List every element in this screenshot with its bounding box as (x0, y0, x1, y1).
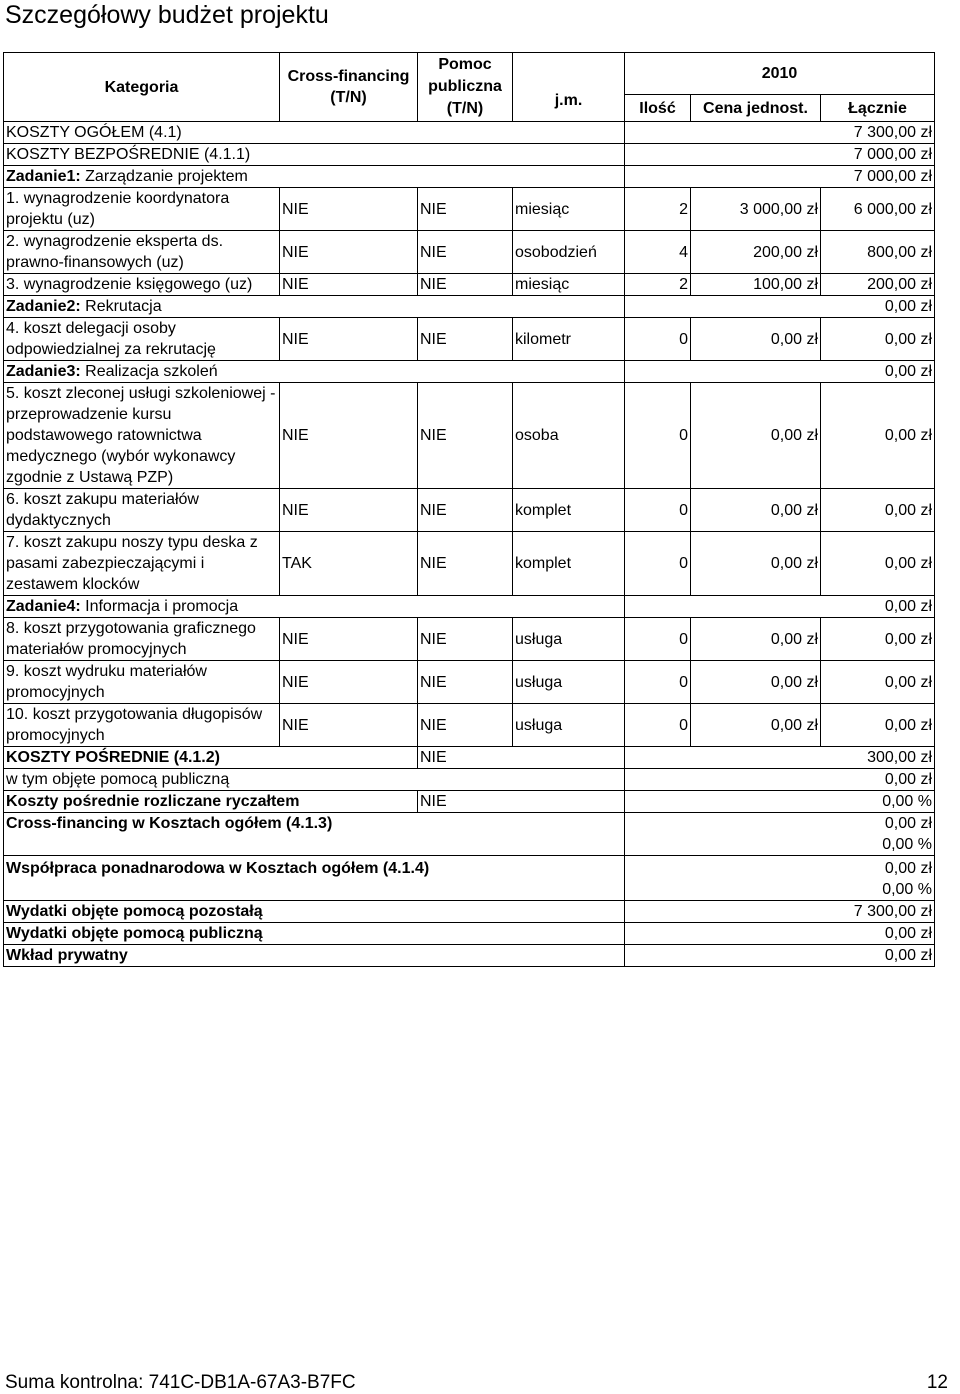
item-cross-financing: NIE (280, 274, 418, 296)
row-label: Koszty pośrednie rozliczane ryczałtem (4, 791, 418, 813)
header-cross-financing: Cross-financing (T/N) (280, 53, 418, 122)
page-title: Szczegółowy budżet projektu (5, 1, 329, 29)
header-kategoria: Kategoria (4, 53, 280, 122)
item-pomoc-publiczna: NIE (418, 231, 513, 274)
header-ilosc: Ilość (625, 95, 691, 122)
item-cross-financing: NIE (280, 188, 418, 231)
row-item10 (4, 704, 935, 747)
row-label: Wydatki objęte pomocą pozostałą (4, 901, 625, 923)
item-pomoc-publiczna: NIE (418, 318, 513, 361)
page-number: 12 (926, 1372, 948, 1393)
row-total: 0,00 zł (625, 596, 935, 618)
item-qty: 0 (625, 532, 691, 596)
item-total: 6 000,00 zł (821, 188, 935, 231)
row-item1 (4, 188, 935, 231)
item-price: 100,00 zł (691, 274, 821, 296)
item-label: 1. wynagrodzenie koordynatora projektu (uz) (4, 188, 280, 231)
row-koszty-ogolem (4, 122, 935, 144)
row-total: 0,00 zł (625, 769, 935, 791)
task-label (4, 296, 625, 318)
item-total: 200,00 zł (821, 274, 935, 296)
task-name: Informacja i promocja (85, 598, 239, 615)
header-row-1 (4, 53, 935, 95)
row-pomoc-publiczna (4, 923, 935, 945)
item-total: 0,00 zł (821, 618, 935, 661)
row-item3 (4, 274, 935, 296)
task-label (4, 361, 625, 383)
row-percent: 0,00 % (882, 881, 932, 898)
row-label: w tym objęte pomocą publiczną (4, 769, 625, 791)
item-label: 10. koszt przygotowania długopisów promocyjnych (4, 704, 280, 747)
item-cross-financing: TAK (280, 532, 418, 596)
task-name: Rekrutacja (85, 298, 162, 315)
item-price: 0,00 zł (691, 618, 821, 661)
row-total: 0,00 zł (625, 296, 935, 318)
header-cena: Cena jednost. (691, 95, 821, 122)
item-label: 5. koszt zleconej usługi szkoleniowej - przeprowadzenie kursu podstawowego ratownictwa medycznego (wybór wykonawcy zgodnie z Ustawą PZP) (4, 383, 280, 489)
item-cross-financing: NIE (280, 618, 418, 661)
item-pomoc-publiczna: NIE (418, 489, 513, 532)
item-label: 7. koszt zakupu noszy typu deska z pasami zabezpieczającymi i zestawem klocków (4, 532, 280, 596)
row-zadanie3 (4, 361, 935, 383)
row-total-group (625, 813, 935, 856)
item-label: 6. koszt zakupu materiałów dydaktycznych (4, 489, 280, 532)
item-qty: 0 (625, 704, 691, 747)
row-pomoc-publiczna: NIE (418, 747, 625, 769)
item-jm: komplet (513, 532, 625, 596)
item-total: 0,00 zł (821, 704, 935, 747)
row-item8 (4, 618, 935, 661)
item-price: 0,00 zł (691, 532, 821, 596)
row-item7 (4, 532, 935, 596)
row-total: 7 300,00 zł (625, 901, 935, 923)
item-price: 3 000,00 zł (691, 188, 821, 231)
item-pomoc-publiczna: NIE (418, 383, 513, 489)
item-qty: 0 (625, 383, 691, 489)
row-total: 300,00 zł (625, 747, 935, 769)
task-name: Realizacja szkoleń (85, 363, 218, 380)
item-jm: usługa (513, 704, 625, 747)
item-jm: komplet (513, 489, 625, 532)
header-pomoc-publiczna: Pomoc publiczna (T/N) (418, 53, 513, 122)
item-label: 4. koszt delegacji osoby odpowiedzialnej za rekrutację (4, 318, 280, 361)
row-koszty-bezposrednie (4, 144, 935, 166)
item-total: 0,00 zł (821, 661, 935, 704)
header-year: 2010 (625, 53, 935, 95)
item-price: 0,00 zł (691, 383, 821, 489)
row-item6 (4, 489, 935, 532)
row-total: 7 000,00 zł (625, 144, 935, 166)
item-total: 0,00 zł (821, 318, 935, 361)
row-percent: 0,00 % (882, 836, 932, 853)
row-total: 0,00 zł (625, 361, 935, 383)
row-label: KOSZTY OGÓŁEM (4.1) (4, 122, 625, 144)
task-number: Zadanie1: (6, 168, 81, 185)
row-total: 0,00 zł (625, 945, 935, 967)
row-label: Wydatki objęte pomocą publiczną (4, 923, 625, 945)
row-wspolpraca (4, 856, 935, 901)
item-qty: 0 (625, 489, 691, 532)
task-label (4, 166, 625, 188)
item-label: 9. koszt wydruku materiałów promocyjnych (4, 661, 280, 704)
item-jm: osobodzień (513, 231, 625, 274)
row-item5 (4, 383, 935, 489)
item-price: 200,00 zł (691, 231, 821, 274)
item-total: 800,00 zł (821, 231, 935, 274)
item-qty: 0 (625, 661, 691, 704)
row-cross-financing (4, 813, 935, 856)
row-total: 0,00 zł (625, 923, 935, 945)
row-zadanie4 (4, 596, 935, 618)
row-label: Współpraca ponadnarodowa w Kosztach ogółem (4.1.4) (4, 856, 625, 901)
checksum: Suma kontrolna: 741C-DB1A-67A3-B7FC (5, 1372, 356, 1393)
row-ryczalt (4, 791, 935, 813)
item-jm: usługa (513, 618, 625, 661)
item-price: 0,00 zł (691, 704, 821, 747)
budget-table (3, 52, 935, 967)
row-value: NIE (418, 791, 625, 813)
item-pomoc-publiczna: NIE (418, 274, 513, 296)
item-pomoc-publiczna: NIE (418, 188, 513, 231)
item-cross-financing: NIE (280, 661, 418, 704)
item-total: 0,00 zł (821, 489, 935, 532)
item-pomoc-publiczna: NIE (418, 704, 513, 747)
row-zadanie2 (4, 296, 935, 318)
item-jm: miesiąc (513, 274, 625, 296)
row-total: 0,00 zł (884, 815, 932, 832)
item-price: 0,00 zł (691, 661, 821, 704)
row-item9 (4, 661, 935, 704)
task-name: Zarządzanie projektem (85, 168, 248, 185)
item-price: 0,00 zł (691, 489, 821, 532)
task-number: Zadanie4: (6, 598, 81, 615)
item-pomoc-publiczna: NIE (418, 661, 513, 704)
item-label: 8. koszt przygotowania graficznego materiałów promocyjnych (4, 618, 280, 661)
item-label: 3. wynagrodzenie księgowego (uz) (4, 274, 280, 296)
item-price: 0,00 zł (691, 318, 821, 361)
row-total: 7 000,00 zł (625, 166, 935, 188)
row-total: 0,00 zł (884, 860, 932, 877)
row-label: Cross-financing w Kosztach ogółem (4.1.3) (4, 813, 625, 856)
item-pomoc-publiczna: NIE (418, 532, 513, 596)
item-jm: osoba (513, 383, 625, 489)
header-jm: j.m. (513, 53, 625, 122)
item-cross-financing: NIE (280, 489, 418, 532)
item-total: 0,00 zł (821, 532, 935, 596)
row-pomoc-pozostala (4, 901, 935, 923)
item-jm: kilometr (513, 318, 625, 361)
task-number: Zadanie2: (6, 298, 81, 315)
item-qty: 0 (625, 318, 691, 361)
item-pomoc-publiczna: NIE (418, 618, 513, 661)
item-qty: 2 (625, 188, 691, 231)
row-w-tym (4, 769, 935, 791)
item-qty: 0 (625, 618, 691, 661)
item-total: 0,00 zł (821, 383, 935, 489)
row-total-group (625, 856, 935, 901)
row-label: KOSZTY POŚREDNIE (4.1.2) (4, 747, 418, 769)
row-item4 (4, 318, 935, 361)
row-label: KOSZTY BEZPOŚREDNIE (4.1.1) (4, 144, 625, 166)
item-qty: 4 (625, 231, 691, 274)
header-lacznie: Łącznie (821, 95, 935, 122)
row-koszty-posrednie (4, 747, 935, 769)
task-number: Zadanie3: (6, 363, 81, 380)
row-label: Wkład prywatny (4, 945, 625, 967)
row-total: 7 300,00 zł (625, 122, 935, 144)
row-total: 0,00 % (625, 791, 935, 813)
item-jm: miesiąc (513, 188, 625, 231)
item-cross-financing: NIE (280, 704, 418, 747)
item-qty: 2 (625, 274, 691, 296)
row-item2 (4, 231, 935, 274)
row-zadanie1 (4, 166, 935, 188)
item-cross-financing: NIE (280, 383, 418, 489)
item-cross-financing: NIE (280, 318, 418, 361)
row-wklad-prywatny (4, 945, 935, 967)
item-label: 2. wynagrodzenie eksperta ds. prawno-finansowych (uz) (4, 231, 280, 274)
item-jm: usługa (513, 661, 625, 704)
task-label (4, 596, 625, 618)
item-cross-financing: NIE (280, 231, 418, 274)
